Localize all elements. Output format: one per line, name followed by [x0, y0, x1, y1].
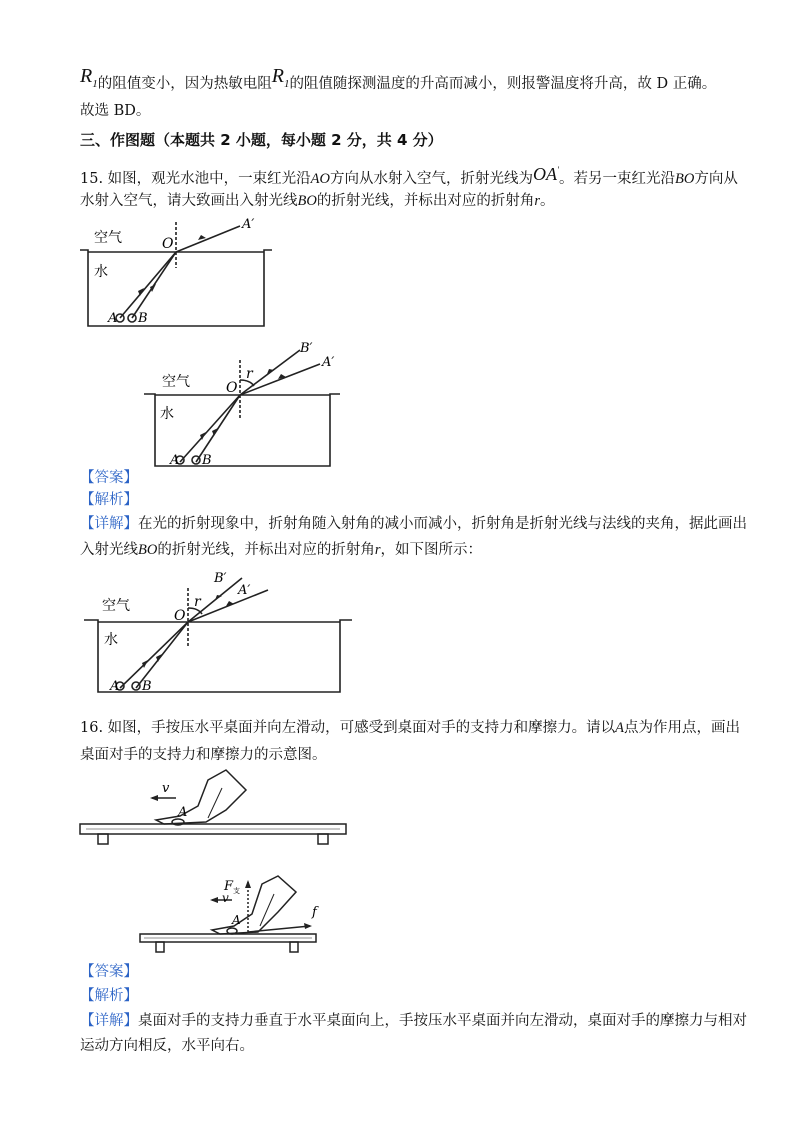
answer-label: 【答案】	[80, 470, 138, 486]
point-a-label: A	[178, 805, 188, 820]
point-a-prime-label: A′	[242, 217, 255, 232]
point-a-prime-label: A′	[322, 355, 335, 370]
oa-prime-symbol: OA′	[533, 164, 559, 184]
air-label: 空气	[94, 230, 122, 246]
detail-line-1: 【详解】桌面对手的支持力垂直于水平桌面向上，手按压水平桌面并向左滑动，桌面对手的摩擦力与相对	[80, 1013, 747, 1029]
question-16-line-1: 16. 如图，手按压水平桌面并向左滑动，可感受到桌面对手的支持力和摩擦力。请以A点为作用点，画出	[80, 720, 741, 736]
support-force-label: $F_支$	[224, 879, 241, 895]
angle-r-label: r	[246, 366, 253, 382]
figure-16-question	[80, 770, 350, 848]
air-label: 空气	[102, 598, 130, 614]
point-o-label: O	[226, 380, 238, 396]
text-line: $R_1$的阻值变小，因为热敏电阻$R_1$的阻值随探测温度的升高而减小，则报警温度将升高，故 D 正确。	[80, 65, 717, 92]
figure-15-answer	[150, 340, 344, 472]
point-b-prime-label: B′	[214, 571, 227, 586]
point-a-label: A	[232, 913, 241, 927]
point-b-label: B	[138, 311, 148, 326]
point-o-label: O	[174, 608, 186, 624]
point-o-label: O	[162, 236, 174, 252]
point-a-label: A	[110, 679, 120, 694]
point-b-label: B	[202, 453, 212, 468]
detail-line-1: 【详解】在光的折射现象中，折射角随入射角的减小而减小，折射角是折射光线与法线的夹角，据此画出	[80, 516, 747, 532]
text-line: 故选 BD。	[80, 103, 151, 119]
point-b-label: B	[142, 679, 152, 694]
point-a-prime-label: A′	[238, 583, 251, 598]
point-a-label: A	[170, 453, 180, 468]
air-label: 空气	[162, 374, 190, 390]
water-label: 水	[160, 406, 174, 422]
question-15-line-2: 水射入空气，请大致画出入射光线BO的折射光线，并标出对应的折射角r。	[80, 193, 555, 209]
answer-label: 【答案】	[80, 964, 138, 980]
resistor-symbol: $R_1$	[80, 65, 98, 90]
figure-15-detail	[80, 568, 356, 698]
detail-line-2: 入射光线BO的折射光线，并标出对应的折射角r，如下图所示：	[80, 542, 482, 558]
detail-line-2: 运动方向相反，水平向右。	[80, 1038, 254, 1054]
water-label: 水	[104, 632, 118, 648]
analysis-label: 【解析】	[80, 988, 138, 1004]
point-b-prime-label: B′	[300, 341, 313, 356]
friction-label: f	[312, 905, 317, 920]
question-15-line-1: 15. 如图，观光水池中，一束红光沿AO方向从水射入空气，折射光线为OA′。若另一束红光沿BO方向从	[80, 164, 738, 187]
angle-r-label: r	[194, 594, 201, 610]
velocity-label: v	[222, 891, 229, 905]
analysis-label: 【解析】	[80, 492, 138, 508]
resistor-symbol: $R_1$	[271, 65, 290, 90]
figure-16-answer	[140, 870, 323, 956]
question-16-line-2: 桌面对手的支持力和摩擦力的示意图。	[80, 747, 327, 763]
water-label: 水	[94, 264, 108, 280]
figure-15-question	[80, 218, 276, 330]
velocity-label: v	[162, 781, 170, 796]
section-heading: 三、作图题（本题共 2 小题，每小题 2 分，共 4 分）	[80, 131, 443, 149]
point-a-label: A	[108, 311, 118, 326]
